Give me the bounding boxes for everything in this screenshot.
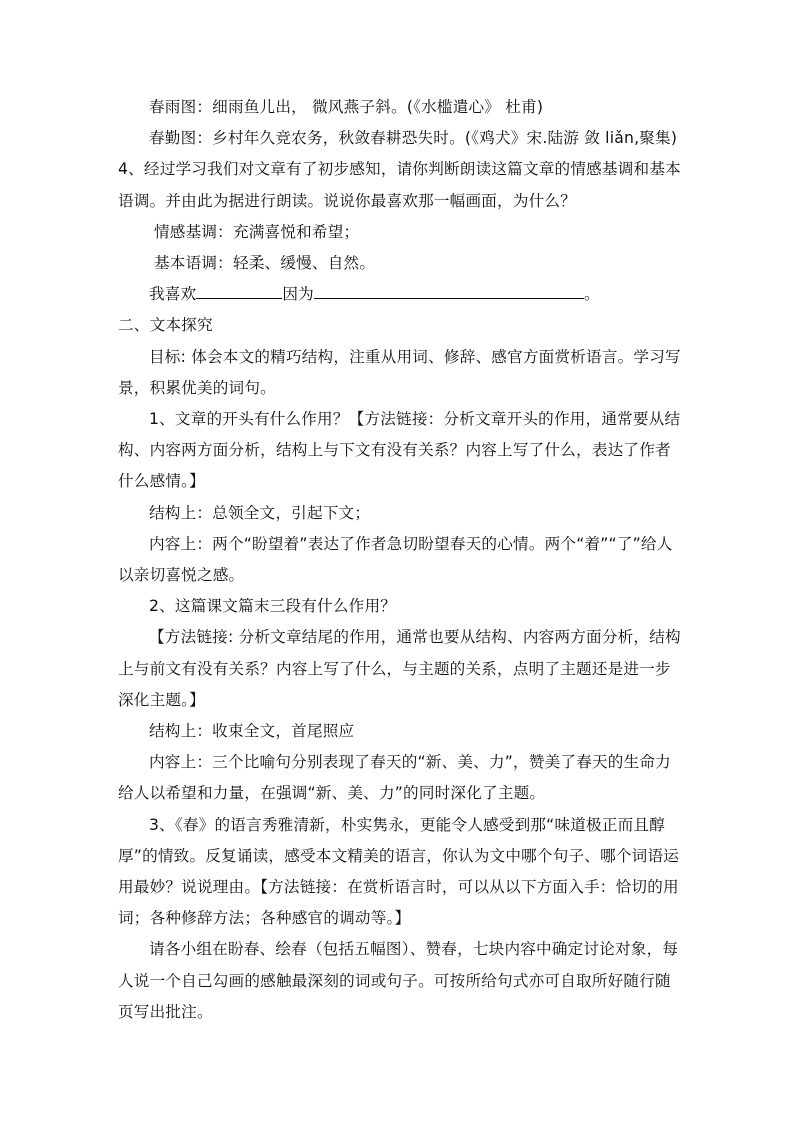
emotion-tone: 情感基调：充满喜悦和希望； (154, 222, 360, 241)
question-4: 4、经过学习我们对文章有了初步感知，请你判断朗读这篇文章的情感基调和基本语调。并由此为据进行朗读。说说你最喜欢那一幅画面，为什么？ (118, 160, 681, 210)
q2-structure: 结构上：收束全文，首尾照应 (149, 722, 355, 741)
question-1: 1、文章的开头有什么作用？【方法链接：分析文章开头的作用，通常要从结构、内容两方面分析，结构上与下文有没有关系？内容上写了什么，表达了作者什么感情。】 (118, 410, 681, 491)
like-blank[interactable] (196, 280, 282, 299)
group-task: 请各小组在盼春、绘春（包括五幅图）、赞春，七块内容中确定讨论对象，每人说一个自己勾画的感触最深刻的词或句子。可按所给句式亦可自取所好随行随页写出批注。 (118, 940, 679, 1021)
spring-work-line: 春勤图：乡村年久竞农务，秋敛春耕恐失时。(《鸡犬》宋.陆游 敛 liǎn,聚集) (149, 129, 678, 148)
question-2: 2、这篇课文篇末三段有什么作用？ (149, 597, 397, 616)
section-2-title: 二、文本探究 (118, 316, 213, 335)
goal-text: 目标: 体会本文的精巧结构，注重从用词、修辞、感官方面赏析语言。学习写景，积累优美的词句。 (118, 347, 681, 397)
basic-tone: 基本语调：轻柔、缓慢、自然。 (154, 254, 376, 273)
like-sentence (118, 279, 684, 310)
q2-method: 【方法链接: 分析文章结尾的作用，通常也要从结构、内容两方面分析，结构上与前文有没有关系？内容上写了什么，与主题的关系，点明了主题还是进一步深化主题。】 (118, 628, 681, 709)
q1-content: 内容上：两个“盼望着”表达了作者急切盼望春天的心情。两个“着”“了”给人以亲切喜悦之感。 (118, 534, 673, 585)
question-3: 3、《春》的语言秀雅清新，朴实隽永，更能令人感受到那“味道极正而且醇厚”的情致。反复诵读，感受本文精美的语言，你认为文中哪个句子、哪个词语运用最妙？说说理由。【方法链接：在赏析语言时，可以从以下方面入手：恰切的用词；各种修辞方法；各种感官的调动等。】 (118, 815, 680, 928)
like-middle: 因为 (282, 285, 314, 304)
q2-content: 内容上：三个比喻句分别表现了春天的“新、美、力”，赞美了春天的生命力给人以希望和力量，在强调“新、美、力”的同时深化了主题。 (118, 753, 671, 803)
document-body (118, 92, 684, 1028)
like-end: 。 (583, 285, 600, 304)
q1-structure: 结构上：总领全文，引起下文； (149, 503, 371, 522)
spring-rain-line: 春雨图：细雨鱼儿出， 微风燕子斜。(《水槛遣心》 杜甫) (149, 98, 544, 116)
reason-blank[interactable] (314, 280, 584, 299)
like-prefix: 我喜欢 (149, 285, 197, 304)
